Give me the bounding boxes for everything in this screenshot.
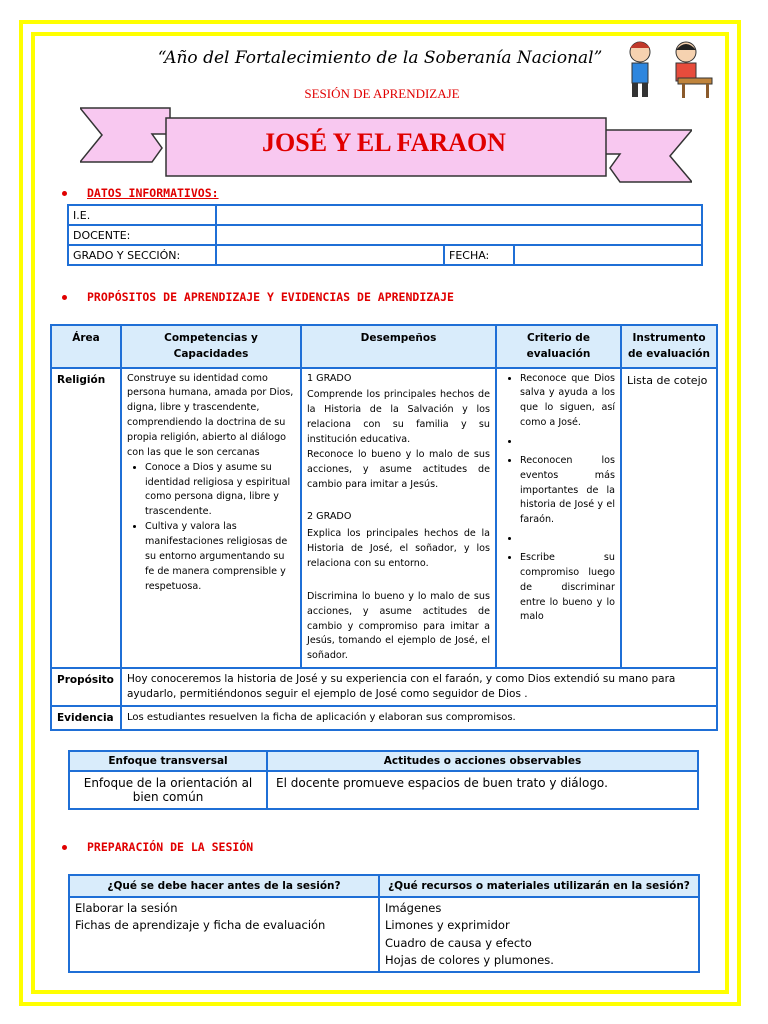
criterio-item [520,435,615,450]
header-criterio: Criterio de evaluación [496,325,621,368]
propositos-heading: PROPÓSITOS DE APRENDIZAJE Y EVIDENCIAS DE APRENDIZAJE [62,290,454,304]
antes-item: Elaborar la sesión [75,901,178,915]
criterios-list [502,372,615,626]
proposito-label: Propósito [51,668,121,705]
ie-value[interactable] [216,205,702,225]
preparacion-heading: PREPARACIÓN DE LA SESIÓN [62,840,253,854]
criterio-item: • Reconocen los eventos más importantes de la historia de José y el faraón. [520,454,615,528]
datos-table [67,204,703,266]
evidencia-text: Los estudiantes resuelven la ficha de aplicación y elaboran sus compromisos. [121,706,717,730]
header-actitudes: Actitudes o acciones observables [267,751,698,771]
header-instrumento: Instrumento de evaluación [621,325,717,368]
recurso-item: Imágenes [385,901,442,915]
header-area: Área [51,325,121,368]
recurso-item: Limones y exprimidor [385,918,510,933]
enfoque-value: Enfoque de la orientación al bien común [69,771,267,809]
ie-label: I.E. [68,205,216,225]
antes-cell [69,897,379,972]
datos-heading: DATOS INFORMATIVOS: [62,186,219,200]
proposito-text: Hoy conoceremos la historia de José y su experiencia con el faraón, y como Dios extendió su mano para ayudarlo, permitiéndonos seguir el ejemplo de José como seguidor de Dios . [121,668,717,705]
grado1-desempeno-a: Comprende los principales hechos de la Historia de la Salvación y los relaciona con su familia y su institución educativa. [307,389,490,445]
enfoque-table [68,750,699,810]
docente-value[interactable] [216,225,702,245]
grado-value[interactable] [216,245,444,265]
capacidad-item: • Conoce a Dios y asume su identidad religiosa y espiritual como persona digna, libre y trascendente. [145,461,295,520]
bullet-dot [62,191,67,196]
competencia-text: Construye su identidad como persona humana, amada por Dios, digna, libre y trascendente, comprendiendo la doctrina de su propia religión, abierto al diálogo con las que le son cercanas [127,372,294,458]
evidencia-label: Evidencia [51,706,121,730]
preparacion-table [68,874,700,973]
year-motto: “Año del Fortalecimiento de la Soberanía Nacional” [157,48,603,68]
bullet-dot [62,295,67,300]
instrumento-cell: Lista de cotejo [621,368,717,669]
students-clipart [622,38,714,100]
header-recursos: ¿Qué recursos o materiales utilizarán en la sesión? [379,875,699,897]
criterio-item: • Escribe su compromiso luego de discriminar entre lo bueno y lo malo [520,551,615,625]
header-antes: ¿Qué se debe hacer antes de la sesión? [69,875,379,897]
antes-item: Fichas de aprendizaje y ficha de evaluación [75,918,326,933]
competencias-cell [121,368,301,669]
header-desempenos: Desempeños [301,325,496,368]
session-title: JOSÉ Y EL FARAON [262,128,506,157]
criterio-item [520,532,615,547]
header-enfoque: Enfoque transversal [69,751,267,771]
recurso-item: Cuadro de causa y efecto [385,935,532,950]
capacidad-item: • Cultiva y valora las manifestaciones religiosas de su entorno argumentando su fe de manera comprensible y respetuosa. [145,520,295,594]
criterios-cell [496,368,621,669]
fecha-value[interactable] [514,245,702,265]
grado1-desempeno-b: Reconoce lo bueno y lo malo de sus acciones, y asume actitudes de cambio para imitar a Jesús. [307,448,490,490]
grado-label: GRADO Y SECCIÓN: [68,245,216,265]
grado2-label: 2 GRADO [307,511,352,523]
grado2-desempeno-a: Explica los principales hechos de la Historia de José, el soñador, y los relaciona con su entorno. [307,528,490,569]
actitudes-value: El docente promueve espacios de buen trato y diálogo. [267,771,698,809]
recurso-item: Hojas de colores y plumones. [385,952,554,967]
fecha-label: FECHA: [444,245,514,265]
propositos-table [50,324,718,731]
grado2-desempeno-b: Discrimina lo bueno y lo malo de sus acciones, y asume actitudes de cambio y compromiso para imitar a Jesús, tomando el ejemplo de José, el soñador. [307,590,490,662]
docente-label: DOCENTE: [68,225,216,245]
grado1-label: 1 GRADO [307,372,352,384]
session-label: SESIÓN DE APRENDIZAJE [304,86,460,101]
capacidades-list [127,461,295,595]
area-cell: Religión [51,368,121,669]
recursos-cell [379,897,699,972]
header-competencias: Competencias y Capacidades [121,325,301,368]
desempenos-cell [301,368,496,669]
criterio-item: • Reconoce que Dios salva y ayuda a los que lo siguen, así como a José. [520,372,615,431]
bullet-dot [62,845,67,850]
